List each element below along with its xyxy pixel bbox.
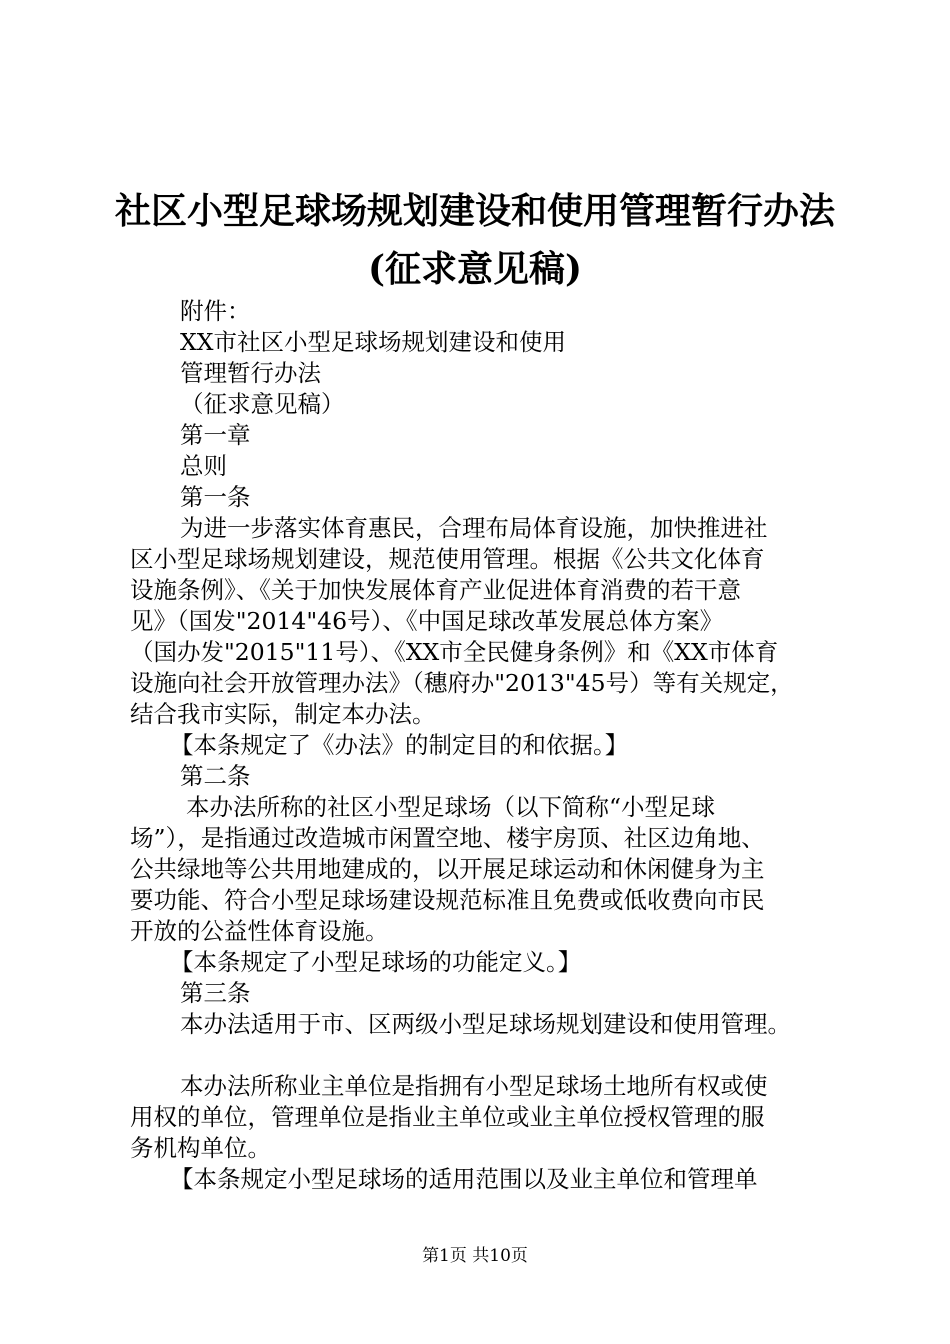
text-line: 场”），是指通过改造城市闲置空地、楼宇房顶、社区边角地、	[130, 824, 765, 852]
text-line: 第一章	[180, 421, 251, 449]
text-line: 附件：	[180, 297, 251, 325]
text-line: （征求意见稿）	[180, 390, 345, 418]
text-line: 区小型足球场规划建设，规范使用管理。根据《公共文化体育	[130, 545, 765, 573]
text-line: 【本条规定了小型足球场的功能定义。】	[170, 948, 582, 976]
text-line: XX市社区小型足球场规划建设和使用	[180, 328, 566, 356]
text-line: 第二条	[180, 762, 251, 790]
text-line: 管理暂行办法	[180, 359, 321, 387]
text-line: 总则	[180, 452, 227, 480]
document-title: 社区小型足球场规划建设和使用管理暂行办法	[114, 190, 835, 232]
text-line: 公共绿地等公共用地建成的，以开展足球运动和休闲健身为主	[130, 855, 765, 883]
text-line: 务机构单位。	[130, 1134, 271, 1162]
text-line: 要功能、符合小型足球场建设规范标准且免费或低收费向市民	[130, 886, 765, 914]
text-line: 【本条规定小型足球场的适用范围以及业主单位和管理单	[170, 1165, 758, 1193]
document-body	[130, 296, 850, 1195]
text-line: 【本条规定了《办法》的制定目的和依据。】	[170, 731, 629, 759]
text-line: 第一条	[180, 483, 251, 511]
text-line: 结合我市实际，制定本办法。	[130, 700, 436, 728]
text-line: 本办法所称的社区小型足球场（以下简称“小型足球	[186, 793, 716, 821]
page-number: 第1页 共10页	[422, 1246, 528, 1266]
text-line: 设施向社会开放管理办法》（穗府办"2013"45号）等有关规定，	[130, 669, 794, 697]
text-line: （国办发"2015"11号）、《XX市全民健身条例》和《XX市体育	[130, 638, 779, 666]
text-line: 设施条例》、《关于加快发展体育产业促进体育消费的若干意	[130, 576, 741, 604]
text-line: 本办法所称业主单位是指拥有小型足球场土地所有权或使	[180, 1072, 768, 1100]
blank-line	[130, 1040, 850, 1071]
text-line: 第三条	[180, 979, 251, 1007]
document-subtitle: (征求意见稿)	[367, 248, 583, 290]
text-line: 为进一步落实体育惠民，合理布局体育设施，加快推进社	[180, 514, 768, 542]
text-line: 本办法适用于市、区两级小型足球场规划建设和使用管理。	[180, 1010, 791, 1038]
text-line: 开放的公益性体育设施。	[130, 917, 389, 945]
text-line: 用权的单位，管理单位是指业主单位或业主单位授权管理的服	[130, 1103, 765, 1131]
text-line: 见》（国发"2014"46号）、《中国足球改革发展总体方案》	[130, 607, 724, 635]
